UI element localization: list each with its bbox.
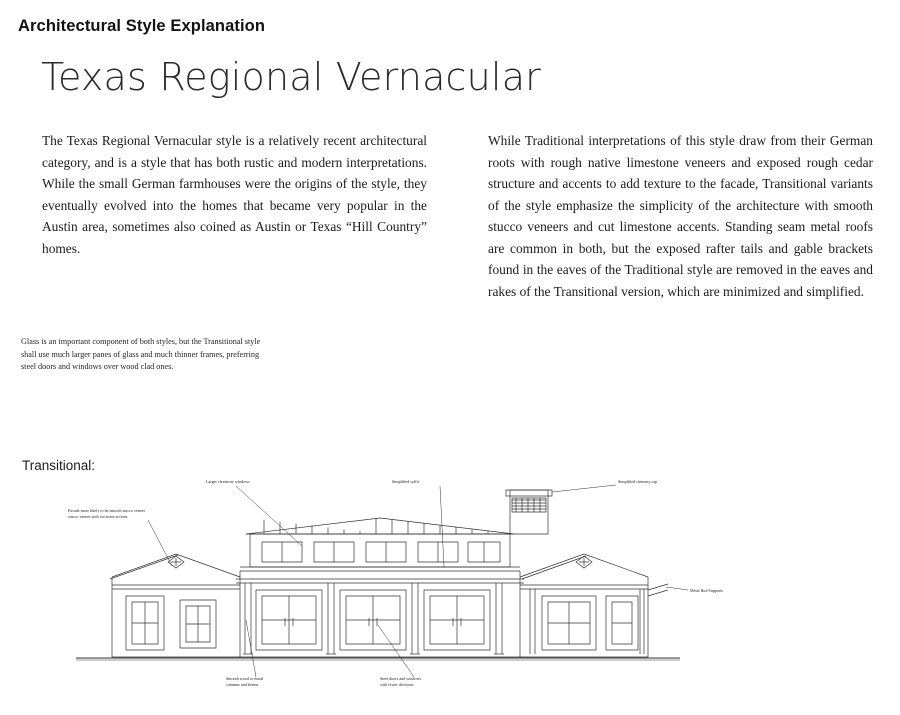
section-label-transitional: Transitional:	[22, 458, 96, 473]
annotation-soffit: Simplified soffit	[392, 479, 419, 484]
annotation-facade-line2: stucco veneer with cut stone accents	[68, 514, 128, 519]
annotation-doors-line2: with fewer divisions	[380, 682, 414, 687]
elevation-drawing	[40, 472, 870, 702]
glass-note: Glass is an important component of both styles, but the Transitional style shall use much larger panes of glass and much thinner frames, preferring steel doors and windows over wood clad ones.	[21, 337, 261, 371]
annotation-doors-line1: Steel doors and windows	[380, 676, 422, 681]
annotation-columns-line2: columns and beams	[226, 682, 259, 687]
annotation-clerestory: Larger clerestory windows	[206, 479, 250, 484]
body-columns	[42, 130, 874, 302]
paragraph-left: The Texas Regional Vernacular style is a relatively recent architectural category, and is a style that has both rustic and modern interpretations. While the small German farmhouses were the origins of the style, they eventually evolved into the homes that became very popular in the Austin area, sometimes also coined as Austin or Texas “Hill Country” homes.	[42, 133, 427, 256]
body-column-left	[42, 130, 427, 302]
annotation-rod-supports: Metal Rod Supports	[690, 588, 723, 593]
annotation-facade-line1: Facade more likely to be smooth stucco veneer	[68, 508, 145, 513]
body-column-right	[488, 130, 873, 302]
annotation-columns-line1: Smooth wood or metal	[226, 676, 264, 681]
page-title: Architectural Style Explanation	[18, 17, 265, 35]
paragraph-right: While Traditional interpretations of this style draw from their German roots with rough native limestone veneers and exposed rough cedar structure and accents to add texture to the facade, Transitional variants of the style emphasize the simplicity of the architecture with smooth stucco veneers and cut limestone accents. Standing seam metal roofs are common in both, but the exposed rafter tails and gable brackets found in the eaves of the Traditional style are removed in the eaves and rakes of the Transitional version, which are minimized and simplified.	[488, 133, 873, 299]
document-heading: Texas Regional Vernacular	[41, 55, 542, 99]
annotation-chimney: Simplified chimney cap	[618, 479, 658, 484]
